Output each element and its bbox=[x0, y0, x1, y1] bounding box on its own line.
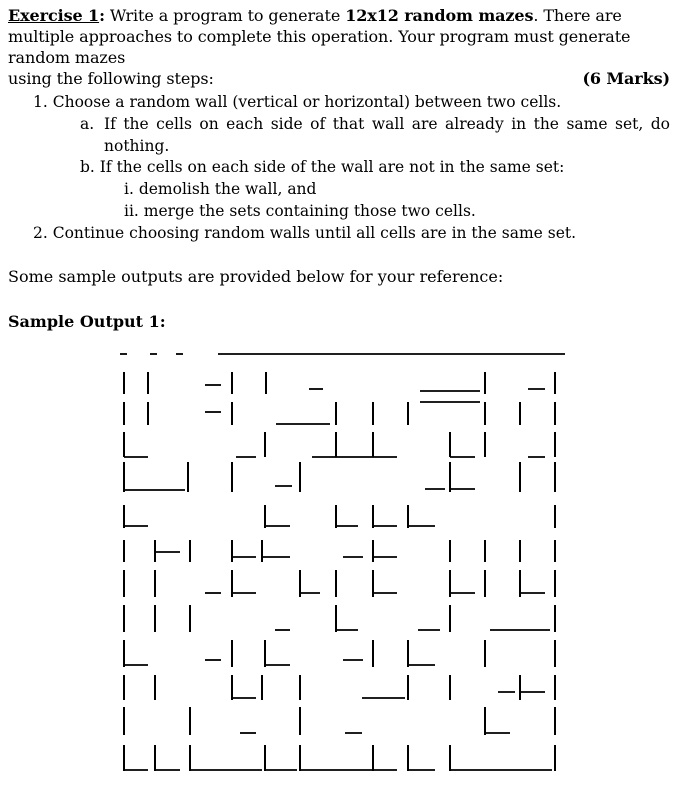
exercise-colon: : bbox=[99, 6, 105, 25]
step-1b-i bbox=[124, 179, 316, 201]
step-1-number: 1. bbox=[33, 93, 48, 111]
maze-walls bbox=[120, 354, 565, 771]
intro-last-line bbox=[8, 68, 670, 89]
step-1b-i-number: i. bbox=[124, 180, 134, 198]
exercise-label: Exercise 1 bbox=[8, 6, 100, 25]
step-1b-ii bbox=[124, 201, 476, 223]
step-1b-number: b. bbox=[80, 158, 95, 176]
intro-text-last: using the following steps: bbox=[8, 69, 214, 88]
step-1b bbox=[80, 157, 564, 179]
intro-paragraph bbox=[8, 5, 670, 68]
step-2-text: Continue choosing random walls until all cells are in the same set. bbox=[52, 224, 577, 242]
step-1 bbox=[33, 92, 561, 114]
marks-badge: (6 Marks) bbox=[582, 69, 670, 88]
step-1b-text: If the cells on each side of the wall are not in the same set: bbox=[99, 158, 565, 176]
sample-output-title: Sample Output 1: bbox=[8, 312, 166, 331]
step-1b-ii-text: merge the sets containing those two cells. bbox=[143, 202, 476, 220]
step-1b-i-text: demolish the wall, and bbox=[138, 180, 317, 198]
exercise-intro bbox=[8, 5, 670, 89]
step-1a bbox=[80, 114, 670, 157]
intro-text-post: . There are multiple approaches to complete this operation. Your program must generate random mazes bbox=[8, 6, 631, 67]
step-1-text: Choose a random wall (vertical or horizontal) between two cells. bbox=[52, 93, 562, 111]
reference-text: Some sample outputs are provided below for your reference: bbox=[8, 267, 504, 286]
step-1a-number: a. bbox=[80, 115, 95, 133]
step-1a-text: If the cells on each side of that wall are already in the same set, do nothing. bbox=[104, 115, 670, 155]
step-2 bbox=[33, 223, 576, 245]
step-2-number: 2. bbox=[33, 224, 48, 242]
intro-text-bold: 12x12 random mazes bbox=[345, 6, 534, 25]
step-1b-ii-number: ii. bbox=[124, 202, 139, 220]
intro-text-pre: Write a program to generate bbox=[104, 6, 346, 25]
